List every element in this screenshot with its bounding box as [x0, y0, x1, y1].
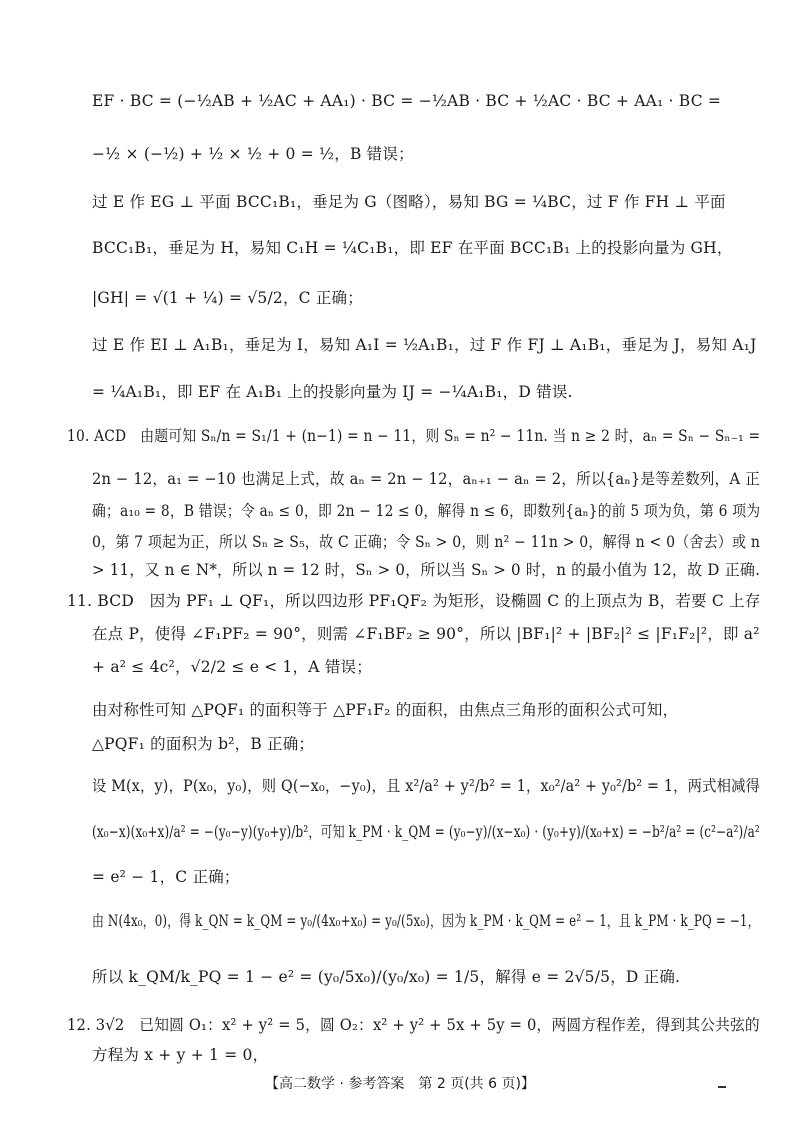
text-line [0, 764, 800, 808]
line-text: 在点 P，使得 ∠F₁PF₂ = 90°，则需 ∠F₁BF₂ ≥ 90°，所以 |BF₁|² + |BF₂|² ≤ |F₁F₂|²，即 a² [92, 625, 760, 643]
line-text: 方程为 x + y + 1 = 0， [92, 1046, 269, 1064]
text-line [0, 180, 800, 224]
text-line [0, 810, 800, 854]
line-text: |GH| = √(1 + ¼) = √5/2，C 正确； [92, 289, 363, 307]
line-text: (x₀−x)(x₀+x)/a² = −(y₀−y)(y₀+y)/b²，可知 k_PM · k_QM = (y₀−y)/(x−x₀) · (y₀+y)/(x₀+x) = −b²/a² = (c²−a²)/a² [92, 823, 760, 841]
line-text: BCC₁B₁，垂足为 H，易知 C₁H = ¼C₁B₁，即 EF 在平面 BCC₁B₁ 上的投影向量为 GH， [92, 239, 733, 257]
text-line [0, 226, 800, 270]
text-line [0, 1033, 800, 1077]
line-text: + a² ≤ 4c²，√2/2 ≤ e < 1，A 错误； [92, 658, 372, 676]
line-text: 确；a₁₀ = 8，B 错误；令 aₙ ≤ 0，即 2n − 12 ≤ 0，解得 n ≤ 6，即数列{aₙ}的前 5 项为负，第 6 项为 [92, 502, 761, 520]
line-text: 过 E 作 EG ⊥ 平面 BCC₁B₁，垂足为 G（图略），易知 BG = ¼BC，过 F 作 FH ⊥ 平面 [92, 193, 726, 211]
line-text: 设 M(x，y)，P(x₀，y₀)，则 Q(−x₀，−y₀)，且 x²/a² + y²/b² = 1，x₀²/a² + y₀²/b² = 1，两式相减得 [92, 777, 761, 795]
text-line [0, 722, 800, 766]
text-line [0, 414, 800, 458]
text-line [0, 276, 800, 320]
line-text: △PQF₁ 的面积为 b²，B 正确； [92, 735, 315, 753]
line-text: 10. ACD 由题可知 Sₙ/n = S₁/1 + (n−1) = n − 11，则 Sₙ = n² − 11n. 当 n ≥ 2 时，aₙ = Sₙ − Sₙ₋₁ = [67, 427, 761, 445]
line-text: 由 N(4x₀，0)，得 k_QN = k_QM = y₀/(4x₀+x₀) = y₀/(5x₀)，因为 k_PM · k_QM = e² − 1，且 k_PM · k_PQ = −1， [92, 912, 760, 930]
scan-mark [718, 1086, 726, 1088]
text-line [0, 370, 800, 414]
page-footer: 【高二数学 · 参考答案 第 2 页(共 6 页)】 [265, 1076, 535, 1092]
line-text: EF · BC = (−½AB + ½AC + AA₁) · BC = −½AB · BC + ½AC · BC + AA₁ · BC = [92, 92, 722, 110]
line-text: −½ × (−½) + ½ × ½ + 0 = ½，B 错误； [92, 145, 414, 163]
text-line [0, 855, 800, 899]
line-text: = e² − 1，C 正确； [92, 868, 240, 886]
text-line [0, 323, 800, 367]
line-text: 0，第 7 项起为正，所以 Sₙ ≥ S₅，故 C 正确；令 Sₙ > 0，则 n² − 11n > 0，解得 n < 0（舍去）或 n [92, 533, 761, 551]
line-text: = ¼A₁B₁，即 EF 在 A₁B₁ 上的投影向量为 IJ = −¼A₁B₁，D 错误. [92, 383, 573, 401]
text-line [0, 79, 800, 123]
line-text: 12. 3√2 已知圆 O₁：x² + y² = 5，圆 O₂：x² + y² + 5x + 5y = 0，两圆方程作差，得到其公共弦的 [67, 1016, 760, 1034]
line-text: > 11，又 n ∈ N*，所以 n = 12 时，Sₙ > 0，所以当 Sₙ > 0 时，n 的最小值为 12，故 D 正确. [92, 561, 761, 579]
line-text: 由对称性可知 △PQF₁ 的面积等于 △PF₁F₂ 的面积，由焦点三角形的面积公式可知， [92, 701, 679, 719]
line-text: 2n − 12，a₁ = −10 也满足上式，故 aₙ = 2n − 12，aₙ₊₁ − aₙ = 2，所以{aₙ}是等差数列，A 正 [92, 470, 761, 488]
text-line [0, 955, 800, 999]
text-line [0, 132, 800, 176]
text-line [0, 645, 800, 689]
line-text: 所以 k_QM/k_PQ = 1 − e² = (y₀/5x₀)/(y₀/x₀) = 1/5，解得 e = 2√5/5，D 正确. [92, 968, 681, 986]
line-text: 11. BCD 因为 PF₁ ⊥ QF₁，所以四边形 PF₁QF₂ 为矩形，设椭圆 C 的上顶点为 B，若要 C 上存 [67, 592, 761, 610]
text-line [0, 899, 800, 943]
line-text: 过 E 作 EI ⊥ A₁B₁，垂足为 I，易知 A₁I = ½A₁B₁，过 F 作 FJ ⊥ A₁B₁，垂足为 J，易知 A₁J [92, 336, 757, 354]
